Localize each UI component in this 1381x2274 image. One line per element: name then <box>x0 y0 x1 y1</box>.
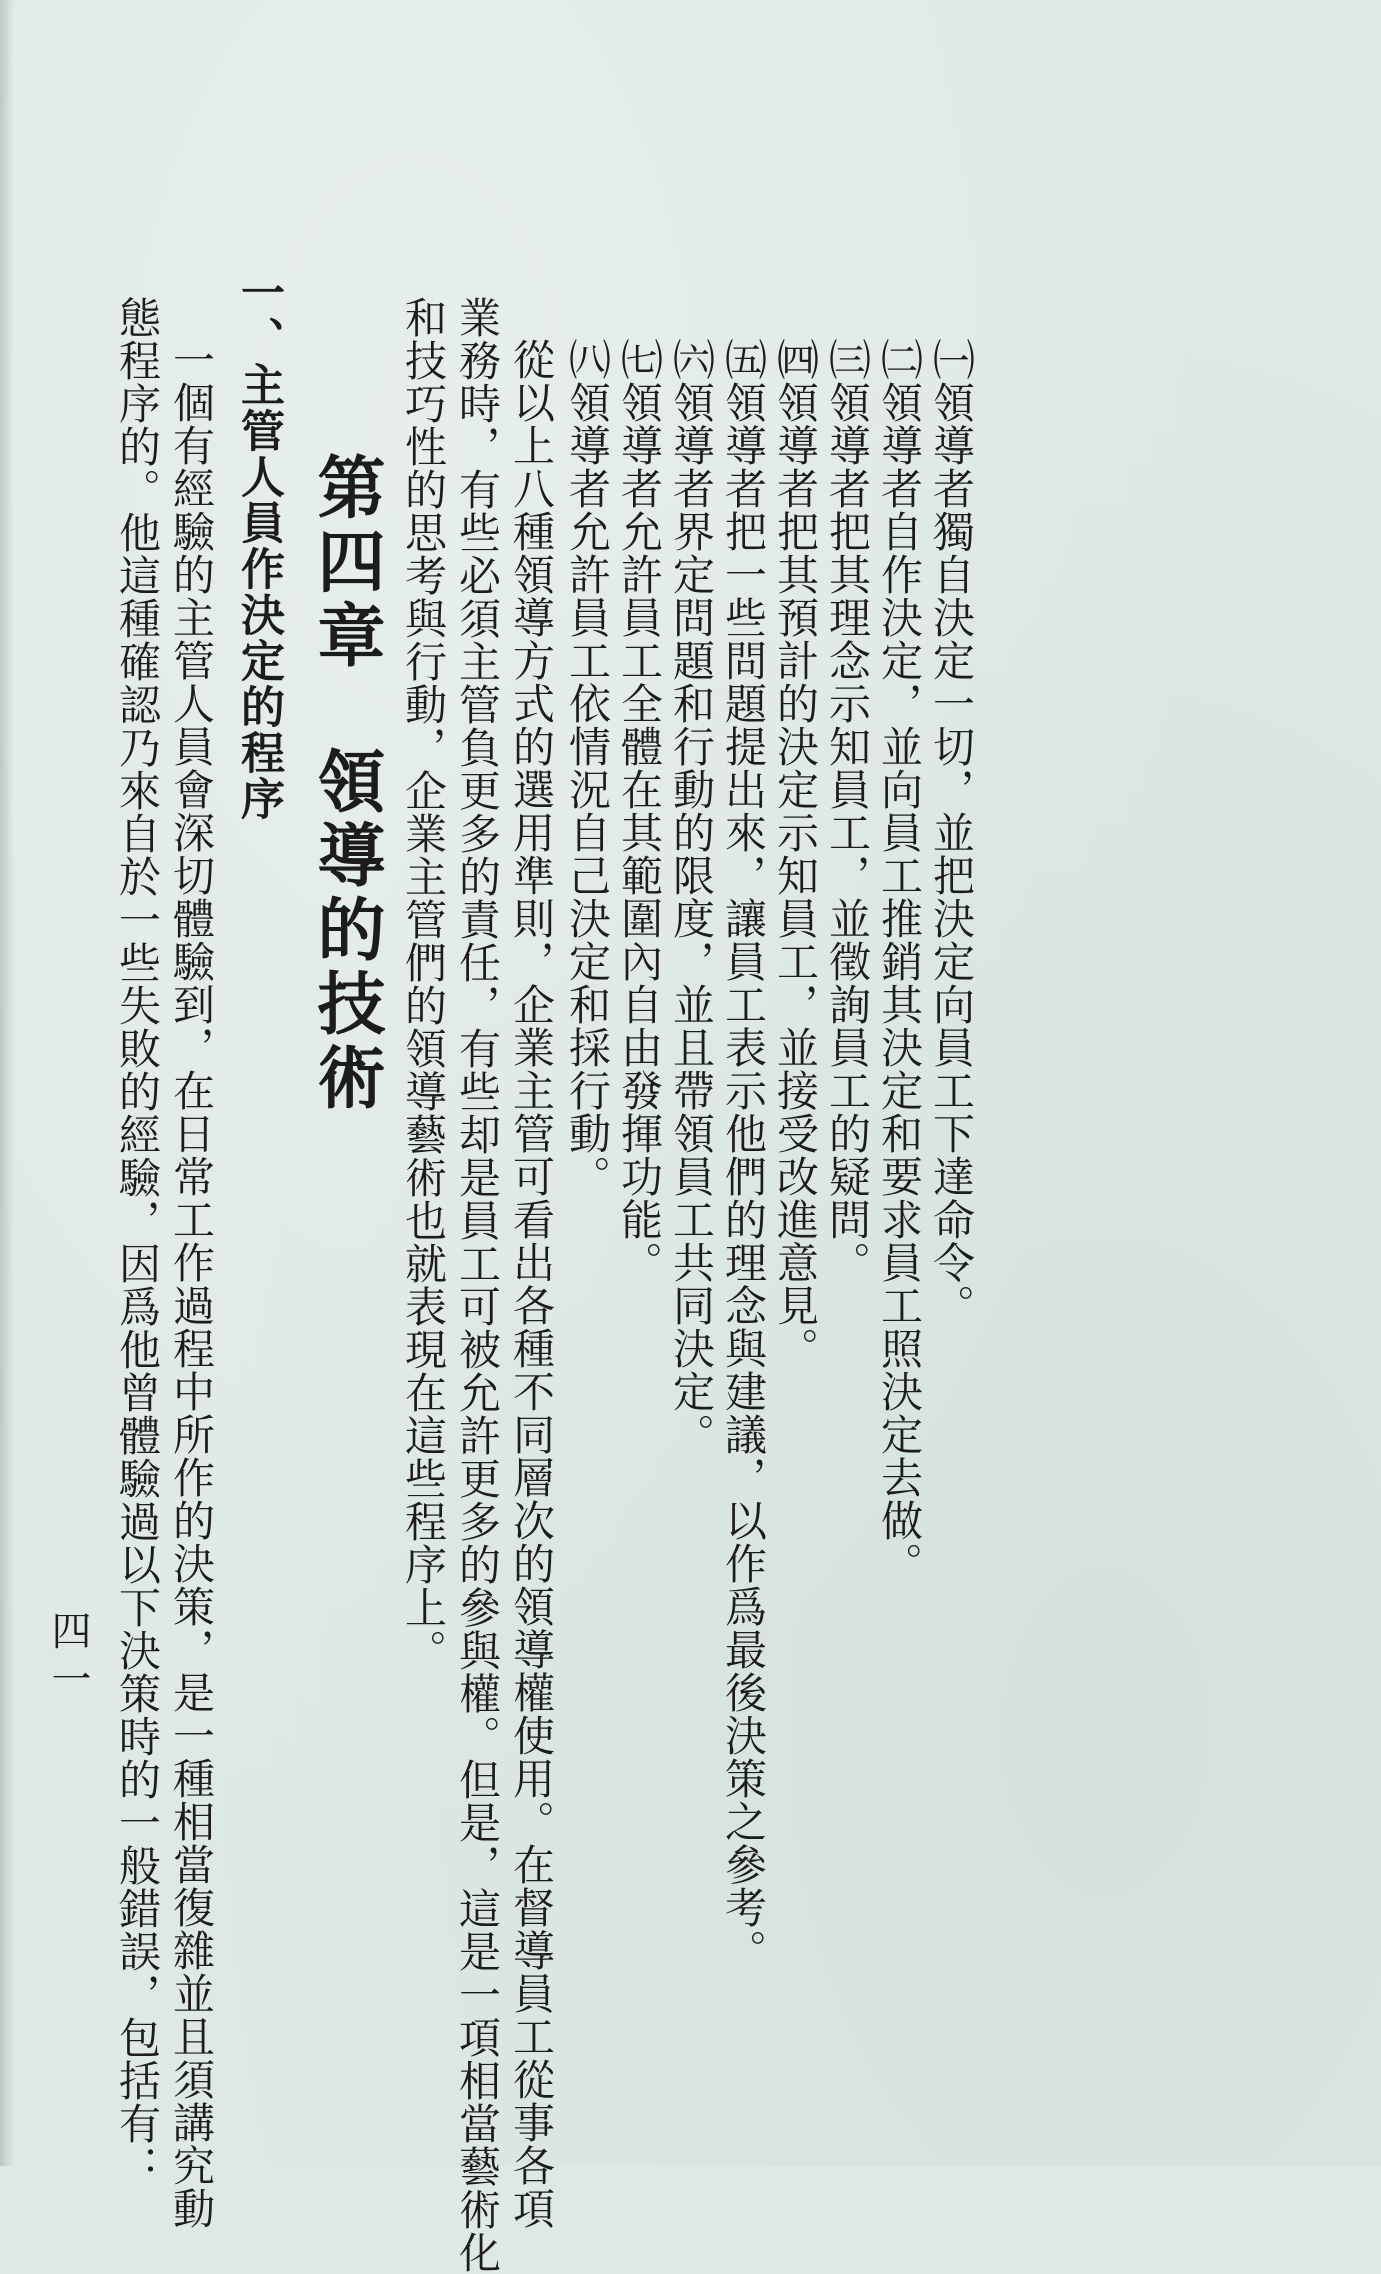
list-item-7: ㈦領導者允許員工全體在其範圍內自由發揮功能。 <box>615 338 664 1284</box>
chapter-number: 第四章 <box>306 452 386 674</box>
paragraph2-line-2: 態程序的。他這種確認乃來自於一些失敗的經驗，因爲他曾體驗過以下決策時的一般錯誤，包括有： <box>113 296 162 2188</box>
list-item-3: ㈢領導者把其理念示知員工，並徵詢員工的疑問。 <box>823 338 872 1284</box>
paragraph1-line-1: 從以上八種領導方式的選用準則，企業主管可看出各種不同層次的領導權使用。在督導員工從事各項 <box>507 338 556 2230</box>
list-item-6: ㈥領導者界定問題和行動的限度，並且帶領員工共同決定。 <box>667 338 716 1456</box>
chapter-title <box>306 452 386 1116</box>
paragraph1-line-2: 業務時，有些必須主管負更多的責任，有些却是員工可被允許更多的參與權。但是，這是一項相當藝術化 <box>453 296 502 2274</box>
list-item-4: ㈣領導者把其預計的決定示知員工，並接受改進意見。 <box>771 338 820 1370</box>
page-number: 四一 <box>45 1610 91 1706</box>
chapter-name: 領導的技術 <box>306 746 386 1116</box>
list-item-5: ㈤領導者把一些問題提出來，讓員工表示他們的理念與建議，以作爲最後決策之參考。 <box>719 338 768 1972</box>
paragraph2-line-1: 一個有經驗的主管人員會深切體驗到，在日常工作過程中所作的決策，是一種相當復雜並且須講究動 <box>167 338 216 2230</box>
list-item-8: ㈧領導者允許員工依情況自己決定和採行動。 <box>563 338 612 1198</box>
paragraph1-line-3: 和技巧性的思考與行動，企業主管們的領導藝術也就表現在這些程序上。 <box>399 296 448 1672</box>
list-item-2: ㈡領導者自作決定，並向員工推銷其決定和要求員工照決定去做。 <box>875 338 924 1585</box>
section-heading: 一、主管人員作決定的程序 <box>233 270 284 822</box>
list-item-1: ㈠領導者獨自決定一切，並把決定向員工下達命令。 <box>927 338 976 1327</box>
page-edge-shadow <box>0 0 14 2166</box>
